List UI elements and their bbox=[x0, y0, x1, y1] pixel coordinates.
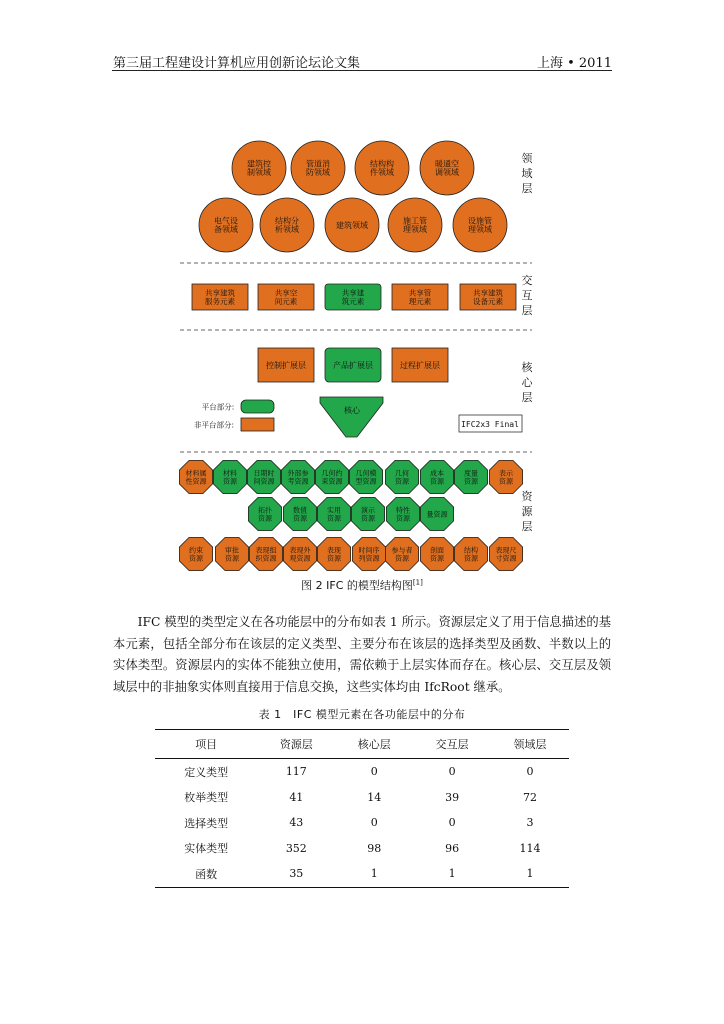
layer-label-core: 层 bbox=[521, 391, 533, 404]
table-cell: 72 bbox=[523, 790, 538, 804]
figure-caption-text: IFC 的模型结构图 bbox=[326, 579, 413, 592]
table-cell: 39 bbox=[445, 790, 460, 804]
core-kernel-shape bbox=[320, 397, 383, 437]
layer-label-domain: 领 bbox=[521, 152, 533, 165]
layer-label-interop: 层 bbox=[521, 304, 533, 317]
table-cell: 0 bbox=[526, 765, 534, 779]
table-cell: 43 bbox=[289, 816, 304, 830]
figure-caption-ref: [1] bbox=[412, 578, 423, 587]
resource-octagon-label: 材料属性资源 bbox=[185, 469, 207, 486]
table-row bbox=[155, 861, 569, 887]
domain-circle-label: 结构构件领域 bbox=[370, 159, 394, 178]
table-row bbox=[155, 785, 569, 811]
table-cell: 1 bbox=[413, 861, 491, 887]
resource-octagon-label: 约束资源 bbox=[189, 546, 203, 563]
resource-octagon-label: 几何模型资源 bbox=[355, 469, 377, 486]
domain-circle-label: 结构分析领域 bbox=[275, 216, 299, 235]
layer-label-resource: 资 bbox=[521, 490, 533, 503]
paragraph-text: IFC 模型的类型定义在各功能层中的分布如表 1 所示。资源层定义了用于信息描述的基本元素，包括全部分布在该层的定义类型、主要分布在该层的选择类型及函数、半数以上的实体类型。资源层内的实体不能独立使用，需依赖于上层实体而存在。核心层、交互层及领域层中的非抽象实体则直接用于信息交换，这些实体均由 IfcRoot 继承。 bbox=[113, 615, 611, 694]
table-header-cell: 资源层 bbox=[257, 730, 335, 759]
legend-nonplatform-swatch bbox=[241, 418, 274, 431]
resource-octagon-label: 特性资源 bbox=[396, 506, 410, 523]
table-cell: 0 bbox=[448, 816, 456, 830]
layer-label-resource: 层 bbox=[521, 520, 533, 533]
table-header-cell: 交互层 bbox=[413, 730, 491, 759]
table-cell: 41 bbox=[289, 790, 304, 804]
layer-label-core: 心 bbox=[521, 376, 533, 389]
resource-octagon-label: 数值资源 bbox=[293, 506, 307, 523]
table-header-row bbox=[155, 730, 569, 759]
layer-label-core: 核 bbox=[521, 361, 533, 374]
table-cell: 枚举类型 bbox=[184, 791, 229, 805]
table-cell: 实体类型 bbox=[184, 842, 229, 856]
resource-octagon-label: 几何资源 bbox=[395, 469, 409, 486]
resource-octagon-label: 参与者资源 bbox=[391, 546, 413, 563]
figure-caption-prefix: 图 2 bbox=[301, 579, 323, 592]
resource-octagon-label: 剖面资源 bbox=[430, 546, 444, 563]
core-box-label: 产品扩展层 bbox=[333, 360, 373, 370]
table-cell: 98 bbox=[367, 841, 382, 855]
table-cell: 96 bbox=[445, 841, 460, 855]
legend-nonplatform-label: 非平台部分: bbox=[193, 420, 235, 430]
table-header-cell: 项目 bbox=[155, 730, 257, 759]
interop-box-label: 共享空间元素 bbox=[274, 288, 298, 306]
table-caption: 表 1 IFC 模型元素在各功能层中的分布 bbox=[258, 708, 466, 721]
interop-box-label: 共享建筑元素 bbox=[341, 288, 365, 306]
resource-octagon-label: 量资源 bbox=[426, 510, 448, 519]
table-cell: 1 bbox=[491, 861, 569, 887]
header-location-year: 上海 • 2011 bbox=[536, 56, 612, 71]
core-box-label: 过程扩展层 bbox=[400, 360, 440, 370]
interop-box-label: 共享建筑设备元素 bbox=[473, 288, 503, 306]
table-cell: 函数 bbox=[155, 861, 257, 887]
table-cell: 352 bbox=[285, 841, 307, 855]
resource-octagon-label: 外部参考资源 bbox=[287, 469, 309, 486]
distribution-table bbox=[155, 729, 569, 888]
table-header-cell: 核心层 bbox=[335, 730, 413, 759]
table-header-cell: 领域层 bbox=[491, 730, 569, 759]
legend-platform-swatch bbox=[241, 400, 274, 413]
domain-circle-label: 电气设备领域 bbox=[214, 216, 238, 235]
resource-octagon-label: 表现外观资源 bbox=[289, 546, 311, 563]
figure-caption bbox=[0, 577, 724, 593]
table-cell: 3 bbox=[526, 816, 534, 830]
resource-octagon-label: 成本资源 bbox=[430, 469, 444, 486]
core-kernel-label: 核心 bbox=[344, 405, 360, 415]
layer-label-domain: 域 bbox=[521, 167, 533, 180]
resource-octagon-label: 材料资源 bbox=[223, 469, 237, 486]
domain-circle-label: 设施管理领域 bbox=[468, 216, 492, 235]
resource-octagon-label: 表示资源 bbox=[499, 469, 513, 486]
resource-octagon-label: 时间序列资源 bbox=[358, 546, 380, 563]
resource-octagon-label: 结构资源 bbox=[464, 546, 478, 563]
table-cell: 定义类型 bbox=[184, 765, 229, 779]
table-cell: 0 bbox=[370, 816, 378, 830]
table-cell: 0 bbox=[370, 765, 378, 779]
interop-box-label: 共享建筑服务元素 bbox=[205, 288, 235, 306]
domain-circle-label: 施工管理领域 bbox=[403, 216, 427, 235]
layer-label-interop: 交 bbox=[521, 274, 533, 287]
table-cell: 1 bbox=[335, 861, 413, 887]
resource-octagon-label: 拓扑资源 bbox=[258, 506, 272, 523]
layer-label-resource: 源 bbox=[521, 505, 533, 518]
table-cell: 14 bbox=[367, 790, 382, 804]
legend-platform-label: 平台部分: bbox=[201, 402, 235, 412]
resource-octagon-label: 几何约束资源 bbox=[321, 469, 343, 486]
resource-octagon-label: 审批资源 bbox=[225, 546, 239, 563]
table-row bbox=[155, 759, 569, 785]
interop-box-label: 共享管理元素 bbox=[408, 288, 432, 306]
resource-octagon-label: 表现尺寸资源 bbox=[495, 546, 517, 563]
resource-octagon-label: 度量资源 bbox=[464, 469, 478, 486]
table-row bbox=[155, 836, 569, 862]
version-label: IFC2x3 Final bbox=[461, 420, 519, 429]
table-cell: 0 bbox=[448, 765, 456, 779]
header-title: 第三届工程建设计算机应用创新论坛论文集 bbox=[113, 56, 361, 71]
domain-circle-label: 管道消防领域 bbox=[306, 159, 330, 178]
layer-label-interop: 互 bbox=[521, 289, 533, 302]
body-paragraph bbox=[113, 612, 611, 698]
domain-circle-label: 建筑控制领域 bbox=[247, 159, 271, 178]
domain-circle-label: 建筑领域 bbox=[336, 220, 368, 230]
resource-octagon-label: 实用资源 bbox=[327, 506, 341, 523]
domain-circle-label: 暖通空调领域 bbox=[435, 159, 459, 178]
table-cell: 117 bbox=[285, 765, 307, 779]
core-box-label: 控制扩展层 bbox=[266, 360, 306, 370]
table-cell: 114 bbox=[519, 841, 541, 855]
resource-octagon-label: 表现组织资源 bbox=[255, 546, 277, 563]
table-cell: 选择类型 bbox=[184, 816, 229, 830]
resource-octagon-label: 日期时间资源 bbox=[253, 469, 275, 486]
table-cell: 35 bbox=[257, 861, 335, 887]
resource-octagon-label: 表现资源 bbox=[327, 546, 341, 563]
resource-octagon-label: 演示资源 bbox=[361, 506, 375, 523]
table-row bbox=[155, 810, 569, 836]
layer-label-domain: 层 bbox=[521, 182, 533, 195]
